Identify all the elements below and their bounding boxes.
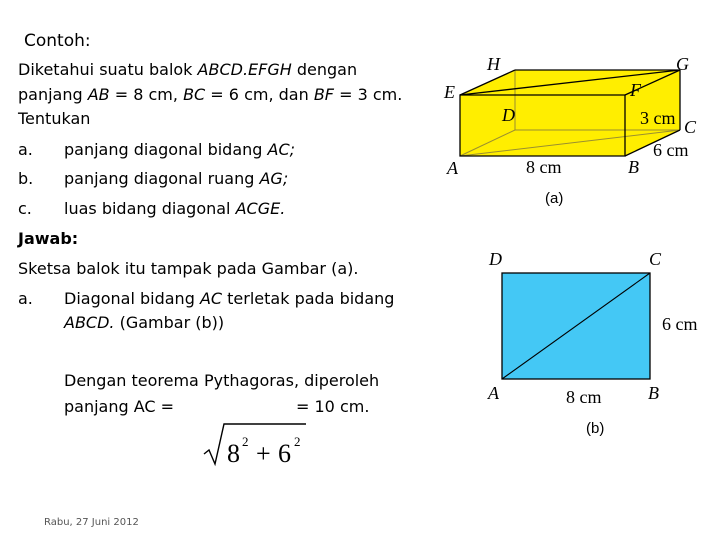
dim-height: 3 cm xyxy=(640,108,676,128)
answer-heading: Jawab: xyxy=(18,229,79,248)
footer-date: Rabu, 27 Juni 2012 xyxy=(44,517,139,528)
vertex-H: H xyxy=(487,54,500,74)
vertex-B-b: B xyxy=(648,383,659,403)
vertex-D: D xyxy=(502,105,515,125)
vertex-D-b: D xyxy=(489,249,502,269)
formula-base-2: 6 xyxy=(278,439,291,468)
vertex-A: A xyxy=(447,158,458,178)
vertex-G: G xyxy=(676,54,689,74)
slide-title: Contoh: xyxy=(24,31,91,51)
formula-exp-1: 2 xyxy=(242,434,249,449)
vertex-F: F xyxy=(630,80,641,100)
figure-a-caption: (a) xyxy=(545,190,564,207)
figure-b-rectangle xyxy=(490,260,660,390)
pythagoras-line: Dengan teorema Pythagoras, diperoleh xyxy=(64,371,380,390)
cuboid-front-face xyxy=(460,95,625,156)
answer-a-line-2: ABCD. (Gambar (b)) xyxy=(64,313,225,332)
task-item-b: b. panjang diagonal ruang AG; xyxy=(18,169,289,188)
figure-b-caption: (b) xyxy=(586,420,605,437)
problem-line-1: Diketahui suatu balok ABCD.EFGH dengan xyxy=(18,60,358,79)
dim-bottom-b: 8 cm xyxy=(566,387,602,407)
formula-operator: + xyxy=(256,439,271,468)
vertex-B: B xyxy=(628,157,639,177)
sqrt-formula xyxy=(200,420,310,468)
answer-a-line-1: a. Diagonal bidang AC terletak pada bidang xyxy=(18,289,395,308)
answer-sketch-line: Sketsa balok itu tampak pada Gambar (a). xyxy=(18,259,359,278)
vertex-C: C xyxy=(684,117,697,137)
problem-line-2: panjang AB = 8 cm, BC = 6 cm, dan BF = 3 cm. xyxy=(18,85,403,104)
task-item-a: a. panjang diagonal bidang AC; xyxy=(18,140,296,159)
vertex-C-b: C xyxy=(649,249,662,269)
vertex-E: E xyxy=(444,82,455,102)
vertex-A-b: A xyxy=(488,383,499,403)
problem-line-3: Tentukan xyxy=(18,109,91,128)
dim-right-b: 6 cm xyxy=(662,314,698,334)
dim-length: 8 cm xyxy=(526,157,562,177)
ac-length-label: panjang AC = xyxy=(64,397,175,416)
task-item-c: c. luas bidang diagonal ACGE. xyxy=(18,199,286,218)
formula-base-1: 8 xyxy=(227,439,240,468)
ac-length-result: = 10 cm. xyxy=(296,397,370,416)
dim-width: 6 cm xyxy=(653,140,689,160)
formula-exp-2: 2 xyxy=(294,434,301,449)
